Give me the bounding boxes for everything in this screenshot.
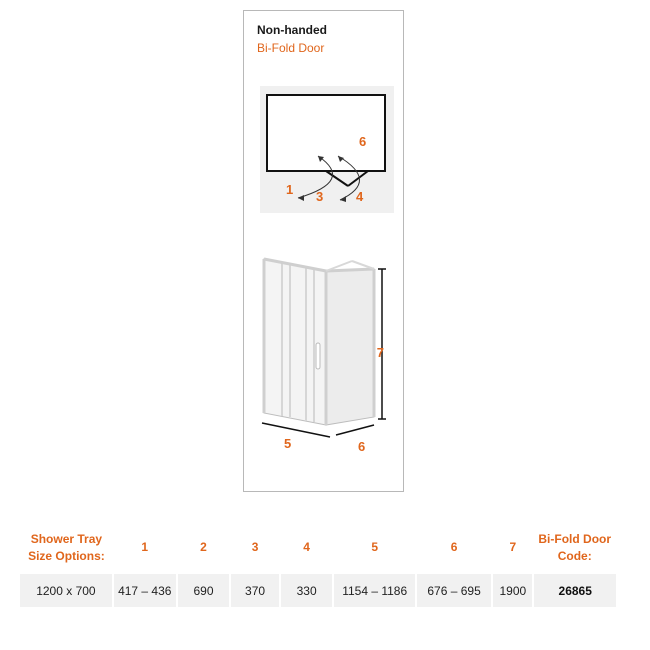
column-header: 5: [371, 540, 378, 554]
column-header: Shower Tray Size Options:: [28, 531, 105, 563]
column-header: Bi-Fold Door Code:: [538, 531, 612, 563]
column-header: 2: [200, 540, 207, 554]
door-code-cell: 26865: [533, 572, 616, 607]
tray-size-cell: 1200 x 700: [20, 572, 113, 607]
dimension-5-cell: 1154 – 1186: [333, 572, 415, 607]
plan-view-diagram: [260, 86, 394, 213]
dimension-4-cell: 330: [280, 572, 334, 607]
elevation-label-5: 5: [284, 436, 292, 451]
plan-label-4: 4: [356, 189, 364, 204]
elevation-label-6: 6: [358, 439, 366, 454]
dimension-3-cell: 370: [230, 572, 279, 607]
dimension-1-cell: 417 – 436: [113, 572, 177, 607]
plan-label-3: 3: [316, 189, 324, 204]
column-header: 3: [251, 540, 259, 554]
table-row: [20, 572, 616, 607]
plan-label-1: 1: [286, 182, 294, 197]
column-header: 4: [303, 540, 310, 554]
diagram-panel: [243, 10, 404, 492]
enclosure-elevation-diagram: [256, 247, 386, 457]
size-options-table: [20, 525, 616, 607]
table-header-row: [20, 525, 616, 572]
dimension-2-cell: 690: [177, 572, 231, 607]
elevation-label-7: 7: [376, 345, 384, 360]
dimension-6-cell: 676 – 695: [416, 572, 492, 607]
dimension-7-cell: 1900: [492, 572, 533, 607]
column-header: 7: [509, 540, 517, 554]
door-type-subtitle: Bi-Fold Door: [257, 41, 325, 55]
column-header: 1: [141, 540, 149, 554]
door-handing-title: Non-handed: [257, 23, 327, 37]
column-header: 6: [450, 540, 458, 554]
plan-label-6: 6: [359, 134, 367, 149]
